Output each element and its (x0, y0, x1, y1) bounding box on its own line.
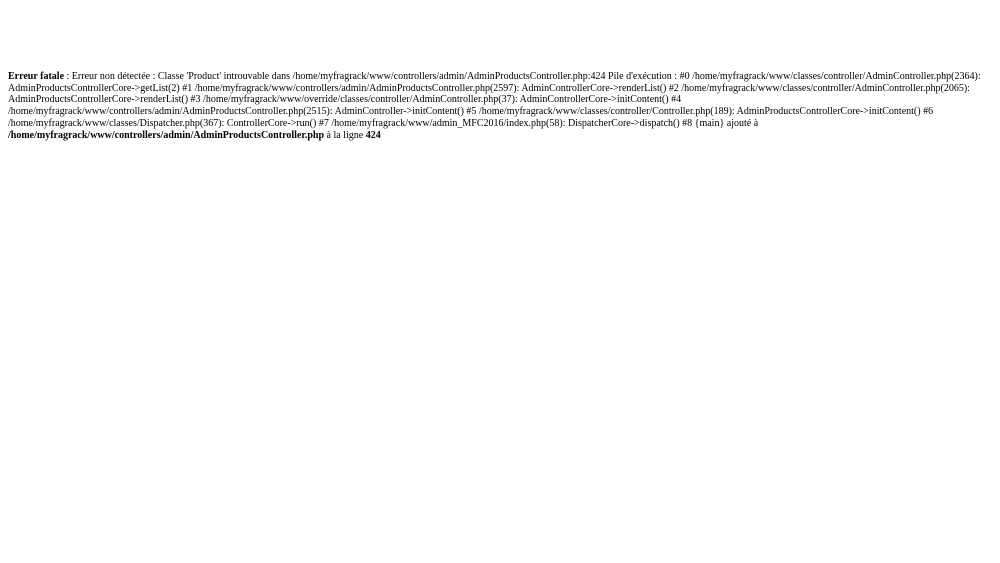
error-file-path: /home/myfragrack/www/controllers/admin/AdminProductsController.php (8, 129, 325, 141)
php-fatal-error-message (8, 71, 992, 141)
error-type-label: Erreur fatale (8, 71, 65, 82)
error-line-number: 424 (365, 129, 381, 141)
error-stack-trace-text: : Erreur non détectée : Classe 'Product' introuvable dans /home/myfragrack/www/controllers/admin/AdminProductsController.php:424 Pile d'exécution : #0 /home/myfragrack/www/classes/controller/AdminController.php(2364): AdminProductsControllerCore->getList(2) #1 /home/myfragrack/www/controllers/admin/AdminProductsController.php(2597): AdminControllerCore->renderList() #2 /home/myfragrack/www/classes/controller/AdminController.php(2065): AdminProductsControllerCore->renderList() #3 /home/myfragrack/www/override/classes/controller/AdminController.php(37): AdminControllerCore->initContent() #4 /home/myfragrack/www/controllers/admin/AdminProductsController.php(2515): AdminController->initContent() #5 /home/myfragrack/www/classes/controller/Controller.php(189): AdminProductsControllerCore->initContent() #6 /home/myfragrack/www/classes/Dispatcher.php(367): ControllerCore->run() #7 /home/myfragrack/www/admin_MFC2016/index.php(58): DispatcherCore->dispatch() #8 {main} ajouté à (8, 71, 981, 129)
error-line-label: à la ligne (324, 129, 366, 141)
